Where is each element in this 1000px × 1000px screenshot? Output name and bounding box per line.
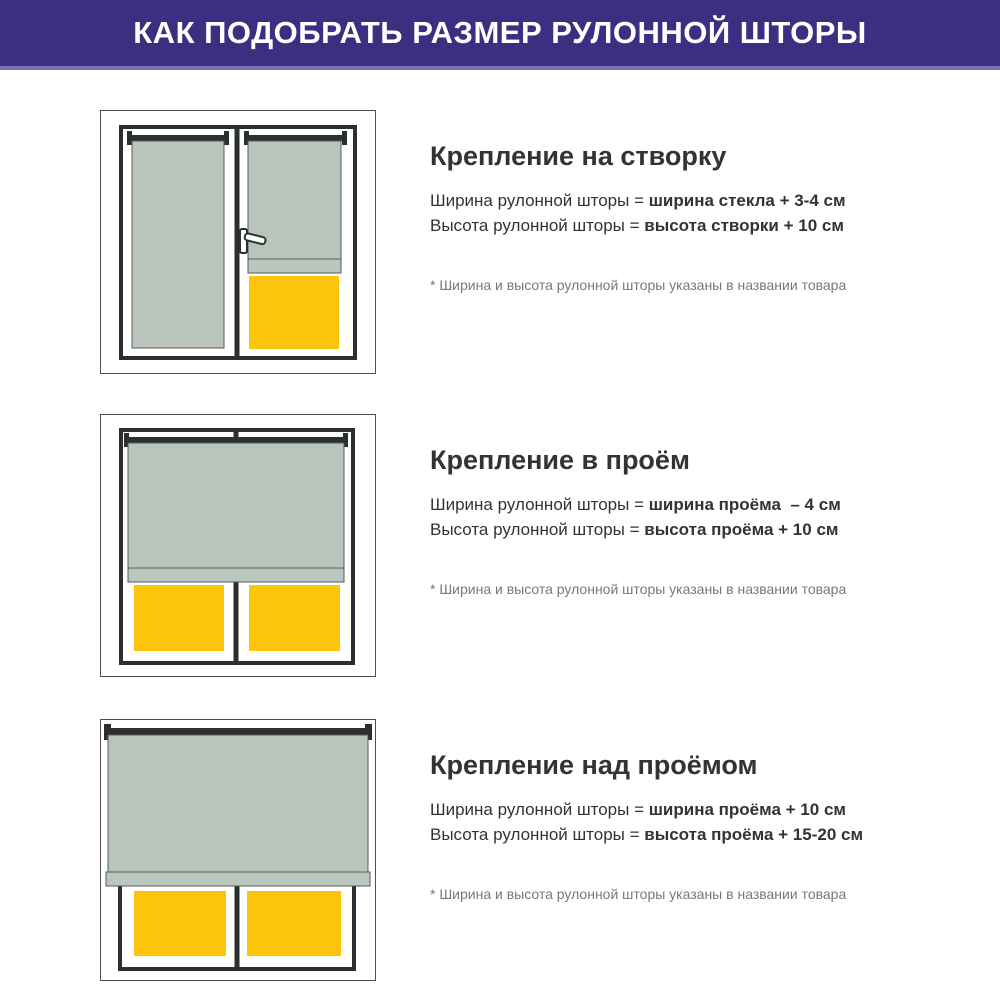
section-title: Крепление на створку [430,141,727,171]
roller-blind-fabric [128,443,344,568]
glass-highlight [249,276,339,349]
formula-value: высота проёма + 15-20 см [644,825,864,844]
blind-bottom-bar [106,872,370,886]
window-diagram-blind-above-opening [100,719,376,981]
header-bar [0,0,1000,70]
glass-highlight [134,585,224,651]
blind-bottom-bar [128,568,344,582]
glass-highlight [247,891,341,956]
section-title: Крепление над проёмом [430,750,758,780]
height-formula [430,521,838,539]
rod-end-cap [342,131,347,145]
rod-end-cap [127,131,132,145]
width-formula [430,192,846,210]
height-formula [430,217,844,235]
page-title: КАК ПОДОБРАТЬ РАЗМЕР РУЛОННОЙ ШТОРЫ [133,15,867,50]
formula-label: Высота рулонной шторы = [430,825,645,844]
formula-label: Высота рулонной шторы = [430,216,645,235]
rod-end-cap [224,131,229,145]
formula-value: ширина проёма – 4 см [648,495,841,514]
roller-rod [126,437,346,443]
width-formula [430,801,846,819]
formula-label: Ширина рулонной шторы = [430,495,649,514]
glass-highlight [249,585,340,651]
footnote: * Ширина и высота рулонной шторы указаны в названии товара [430,886,847,902]
roller-rod [107,728,369,735]
formula-label: Высота рулонной шторы = [430,520,645,539]
footnote: * Ширина и высота рулонной шторы указаны в названии товара [430,581,847,597]
height-formula [430,826,863,844]
blind-bottom-bar [248,259,341,273]
window-diagram-blind-in-opening [100,414,376,677]
footnote: * Ширина и высота рулонной шторы указаны в названии товара [430,277,847,293]
width-formula [430,496,841,514]
section-mount-in-opening [0,414,1000,714]
section-mount-above-opening [0,719,1000,1000]
section-mount-on-sash [0,110,1000,410]
section-title: Крепление в проём [430,445,690,475]
roller-rod-right [246,135,345,141]
roller-blind-fabric [108,735,368,872]
glass-highlight [134,891,226,956]
formula-value: ширина стекла + 3-4 см [648,191,846,210]
formula-value: высота створки + 10 см [644,216,844,235]
formula-label: Ширина рулонной шторы = [430,800,649,819]
window-diagram-blind-on-sash [100,110,376,374]
roller-blind-fabric-left [132,141,224,348]
formula-label: Ширина рулонной шторы = [430,191,649,210]
formula-value: ширина проёма + 10 см [648,800,846,819]
formula-value: высота проёма + 10 см [644,520,839,539]
roller-rod-left [129,135,228,141]
